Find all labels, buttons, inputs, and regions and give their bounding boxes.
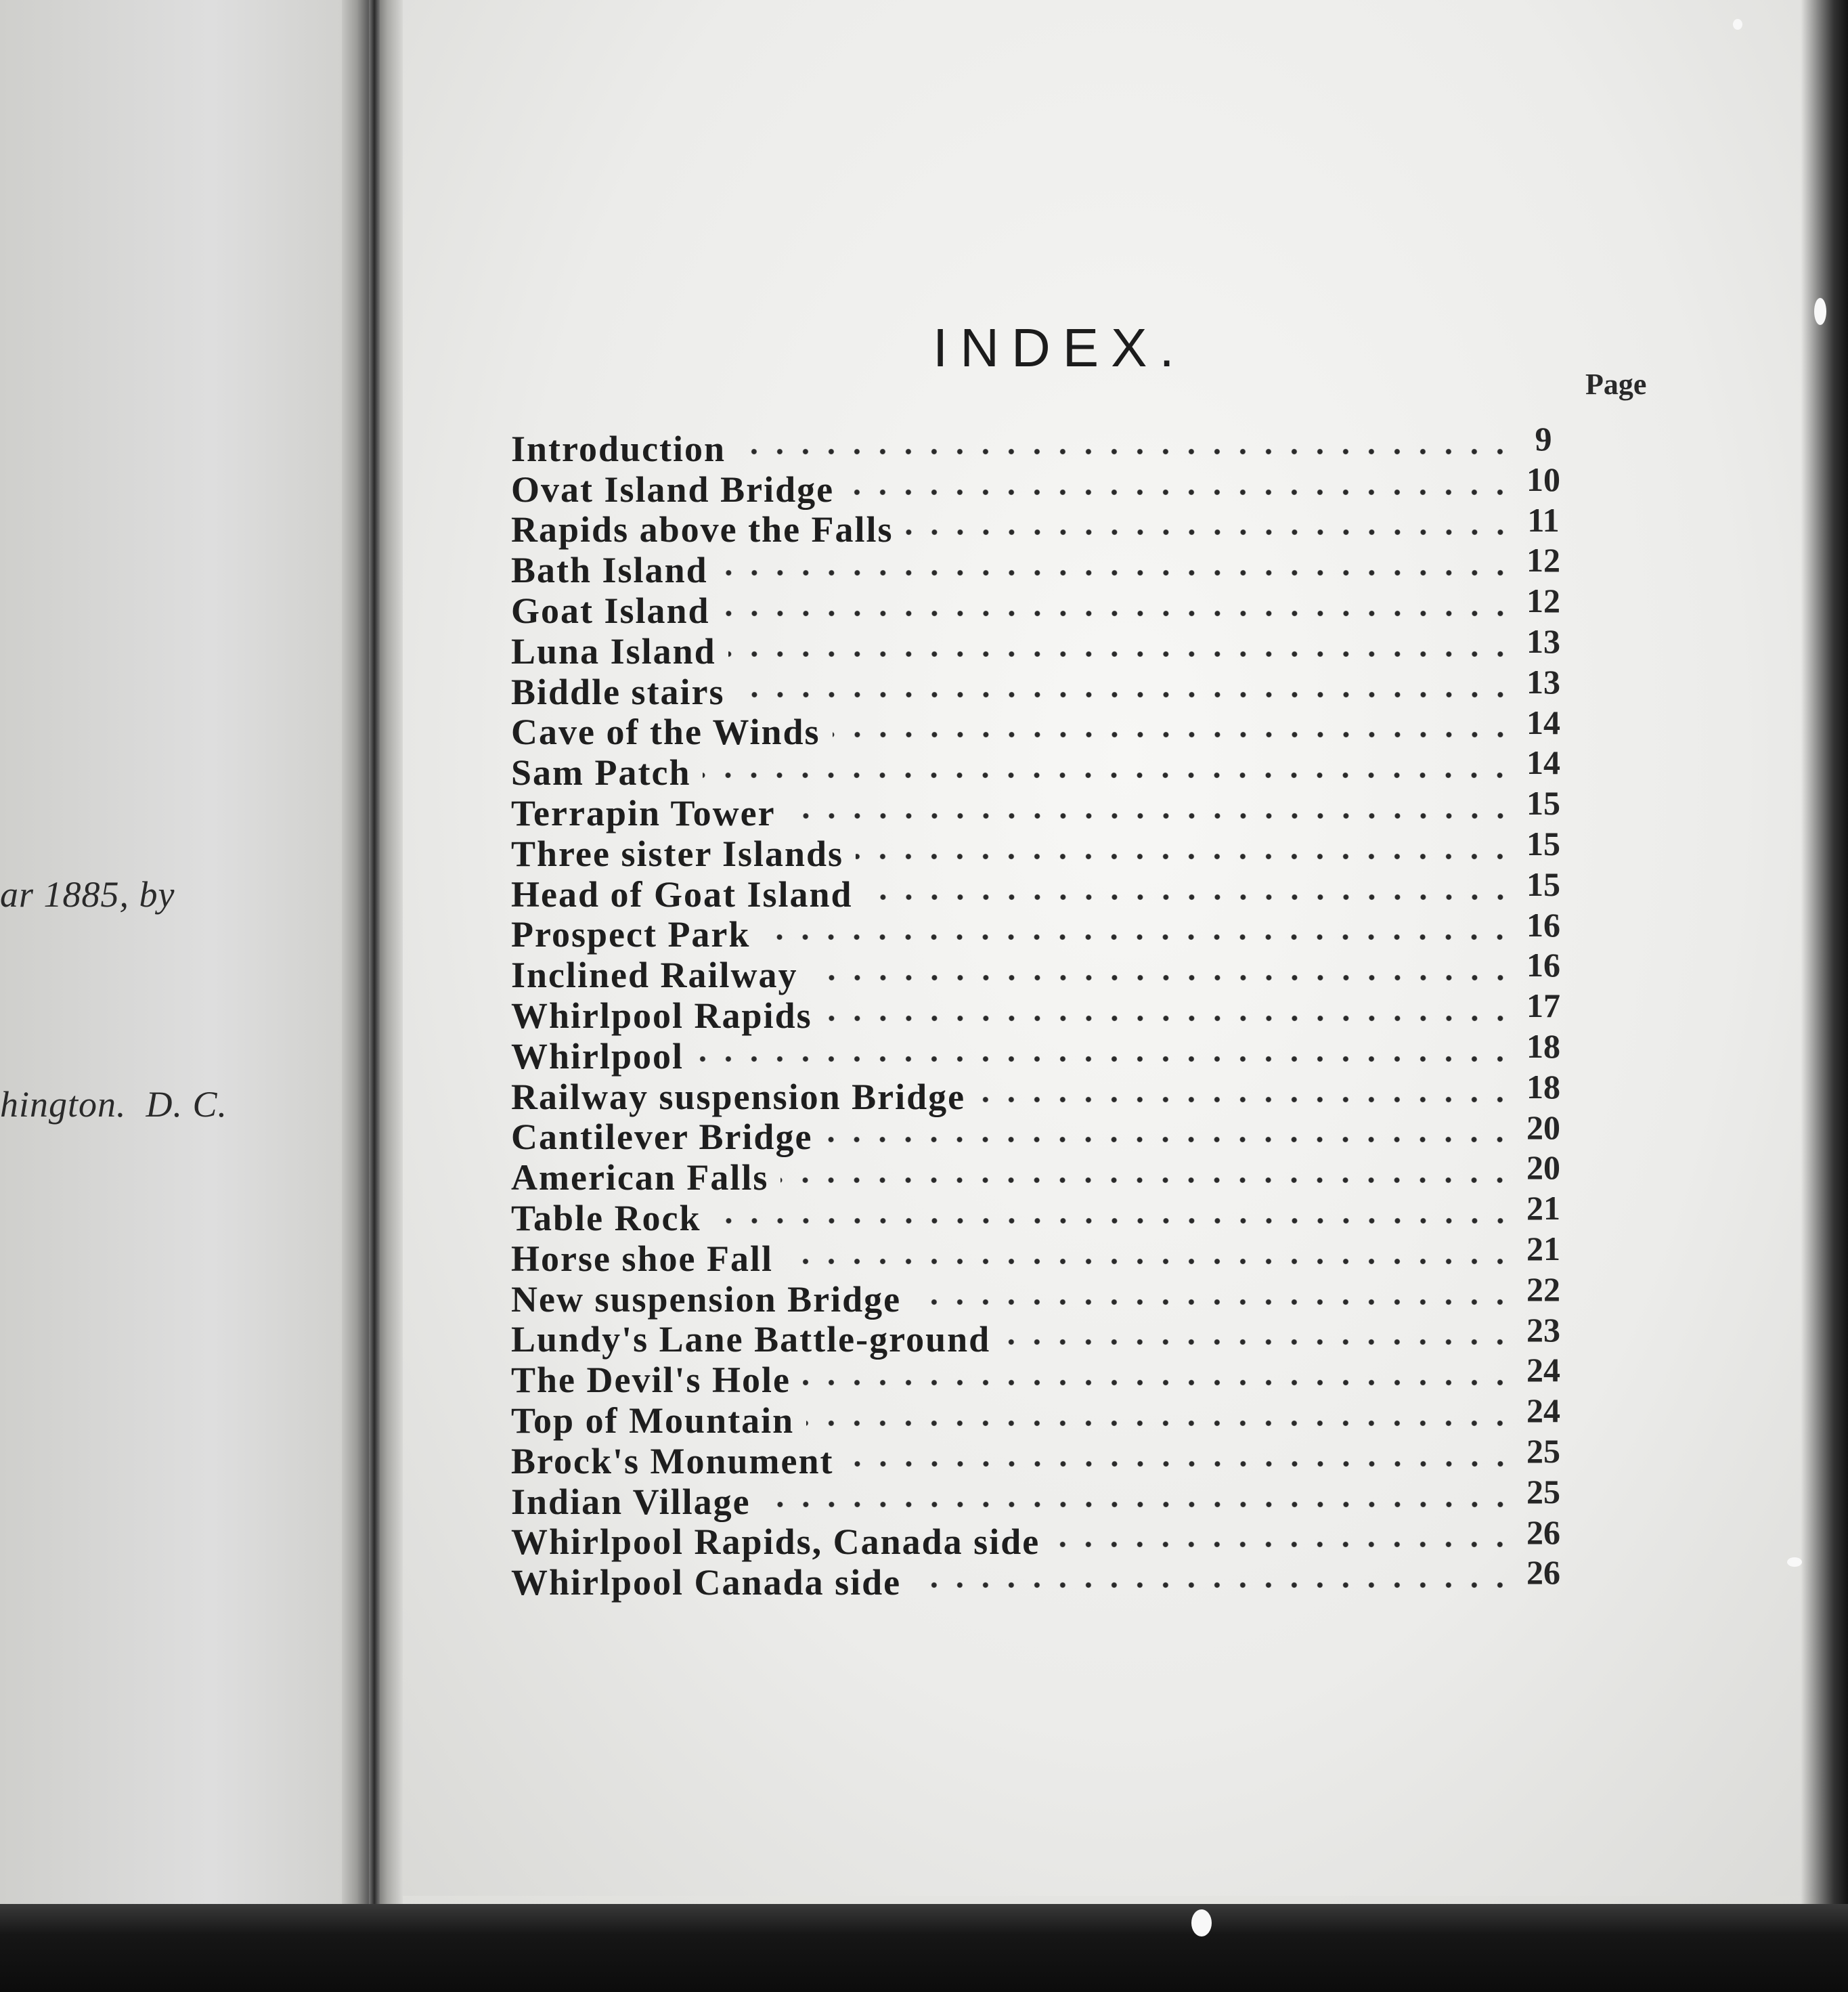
index-entry-title: Rapids above the Falls — [511, 509, 894, 550]
index-entry-page-number: 13 — [1526, 622, 1560, 660]
dot-leader — [1003, 1334, 1513, 1350]
index-entry-page-number: 22 — [1526, 1270, 1560, 1308]
index-entry-title: The Devil's Hole — [511, 1360, 791, 1401]
index-entry — [511, 1513, 1567, 1563]
dot-leader — [720, 565, 1513, 581]
index-entry — [511, 784, 1567, 833]
index-entry-page-number: 17 — [1526, 987, 1560, 1025]
index-entry — [511, 420, 1567, 469]
index-entry-title: Biddle stairs — [511, 671, 725, 712]
scan-speck — [1814, 298, 1826, 325]
index-entry-title: Brock's Monument — [511, 1440, 834, 1481]
index-entry — [511, 1229, 1567, 1279]
index-entry-page-number: 24 — [1526, 1391, 1560, 1430]
index-entry — [511, 865, 1567, 915]
page-column-heading: Page — [1585, 368, 1647, 401]
scan-speck — [1733, 19, 1742, 30]
index-entry-title: Table Rock — [511, 1197, 701, 1238]
dot-leader — [785, 1253, 1513, 1270]
index-entry-title: Goat Island — [511, 590, 710, 631]
dot-leader — [1052, 1536, 1513, 1553]
index-entry-page-number: 23 — [1526, 1310, 1560, 1349]
index-entry — [511, 946, 1567, 996]
dot-leader — [738, 443, 1513, 460]
index-entry — [511, 622, 1567, 672]
scan-bottom-border — [0, 1904, 1848, 1992]
dot-leader — [824, 1131, 1513, 1148]
index-entry-title: Horse shoe Fall — [511, 1238, 773, 1279]
index-entry — [511, 460, 1567, 510]
dot-leader — [810, 970, 1513, 986]
index-entry — [511, 743, 1567, 794]
index-entry — [511, 1108, 1567, 1158]
index-entry-page-number: 15 — [1526, 784, 1560, 823]
spine-fold — [369, 0, 380, 1943]
dot-leader — [806, 1415, 1513, 1431]
left-page — [0, 0, 352, 1909]
index-entry-title: Terrapin Tower — [511, 792, 776, 833]
index-entry-list — [511, 420, 1567, 1603]
index-entry-title: Ovat Island Bridge — [511, 469, 835, 510]
dot-leader — [977, 1091, 1513, 1108]
index-entry — [511, 824, 1567, 874]
dot-leader — [824, 1010, 1513, 1026]
index-entry — [511, 1270, 1567, 1320]
index-entry — [511, 1391, 1567, 1441]
index-entry-page-number: 10 — [1526, 460, 1560, 498]
index-entry-page-number: 15 — [1526, 865, 1560, 903]
index-entry-title: Whirlpool Rapids, Canada side — [511, 1521, 1040, 1563]
index-entry-title: Lundy's Lane Battle-ground — [511, 1319, 991, 1360]
dot-leader — [865, 889, 1513, 905]
index-entry-page-number: 14 — [1526, 743, 1560, 782]
dot-leader — [788, 808, 1513, 824]
index-entry — [511, 1553, 1567, 1603]
left-page-text-line-2: hington. D. C. — [0, 1084, 228, 1125]
dot-leader — [846, 1456, 1513, 1472]
index-entry-title: Whirlpool — [511, 1035, 684, 1077]
index-entry-page-number: 16 — [1526, 946, 1560, 984]
index-entry — [511, 905, 1567, 955]
index-entry-page-number: 21 — [1526, 1189, 1560, 1228]
index-entry — [511, 1189, 1567, 1238]
index-entry-page-number: 9 — [1535, 420, 1552, 458]
left-page-text-line-1: ar 1885, by — [0, 874, 175, 915]
index-entry-page-number: 24 — [1526, 1351, 1560, 1389]
index-entry-page-number: 12 — [1526, 541, 1560, 580]
dot-leader — [703, 767, 1513, 783]
index-entry-title: Introduction — [511, 428, 726, 469]
index-entry-title: Cantilever Bridge — [511, 1117, 813, 1158]
index-entry — [511, 1431, 1567, 1481]
dot-leader — [728, 646, 1513, 662]
dot-leader — [762, 929, 1513, 945]
index-entry-title: Indian Village — [511, 1481, 751, 1522]
index-entry-page-number: 18 — [1526, 1026, 1560, 1065]
index-entry-title: American Falls — [511, 1157, 769, 1198]
index-entry — [511, 500, 1567, 550]
index-entry — [511, 703, 1567, 753]
index-entry — [511, 1472, 1567, 1522]
dot-leader — [833, 727, 1513, 743]
index-entry-page-number: 26 — [1526, 1513, 1560, 1551]
page-edge-shadow — [1801, 0, 1848, 1992]
dot-leader — [780, 1172, 1513, 1188]
index-entry-page-number: 20 — [1526, 1108, 1560, 1146]
index-entry — [511, 541, 1567, 591]
index-entry-page-number: 14 — [1526, 703, 1560, 741]
index-entry-page-number: 25 — [1526, 1472, 1560, 1511]
dot-leader — [913, 1577, 1513, 1593]
index-entry-title: Luna Island — [511, 630, 716, 672]
dot-leader — [713, 1213, 1513, 1229]
index-entry-page-number: 13 — [1526, 662, 1560, 701]
index-entry-page-number: 12 — [1526, 582, 1560, 620]
index-entry-title: Inclined Railway — [511, 955, 798, 996]
index-entry-page-number: 26 — [1526, 1553, 1560, 1592]
dot-leader — [913, 1294, 1513, 1310]
index-entry-title: Bath Island — [511, 550, 708, 591]
dot-leader — [763, 1496, 1513, 1513]
index-entry-title: Three sister Islands — [511, 833, 844, 874]
dot-leader — [856, 848, 1513, 865]
index-entry-title: Whirlpool Rapids — [511, 995, 812, 1036]
dot-leader — [696, 1051, 1513, 1067]
index-entry-title: Head of Goat Island — [511, 873, 853, 915]
scan-speck — [1787, 1557, 1802, 1567]
index-entry — [511, 582, 1567, 631]
scan-speck — [1191, 1909, 1212, 1936]
index-entry — [511, 1067, 1567, 1117]
dot-leader — [846, 484, 1513, 500]
index-entry — [511, 1310, 1567, 1360]
index-entry-page-number: 15 — [1526, 824, 1560, 863]
index-entry-page-number: 11 — [1527, 500, 1560, 539]
index-entry — [511, 662, 1567, 712]
index-entry-title: Cave of the Winds — [511, 712, 820, 753]
index-entry — [511, 987, 1567, 1036]
index-title: INDEX. — [933, 318, 1187, 378]
index-entry — [511, 1351, 1567, 1401]
index-entry-page-number: 18 — [1526, 1067, 1560, 1106]
index-entry-title: New suspension Bridge — [511, 1278, 902, 1320]
index-entry-title: Railway suspension Bridge — [511, 1076, 966, 1117]
dot-leader — [803, 1374, 1513, 1391]
index-entry — [511, 1148, 1567, 1198]
index-entry — [511, 1026, 1567, 1077]
index-entry-title: Whirlpool Canada side — [511, 1562, 902, 1603]
index-entry-page-number: 16 — [1526, 905, 1560, 944]
index-entry-title: Prospect Park — [511, 914, 751, 955]
index-entry-page-number: 21 — [1526, 1229, 1560, 1268]
dot-leader — [906, 524, 1513, 540]
index-entry-page-number: 25 — [1526, 1431, 1560, 1470]
dot-leader — [737, 687, 1513, 703]
index-entry-page-number: 20 — [1526, 1148, 1560, 1187]
index-entry-title: Sam Patch — [511, 752, 691, 794]
dot-leader — [722, 605, 1513, 622]
index-entry-title: Top of Mountain — [511, 1400, 795, 1441]
